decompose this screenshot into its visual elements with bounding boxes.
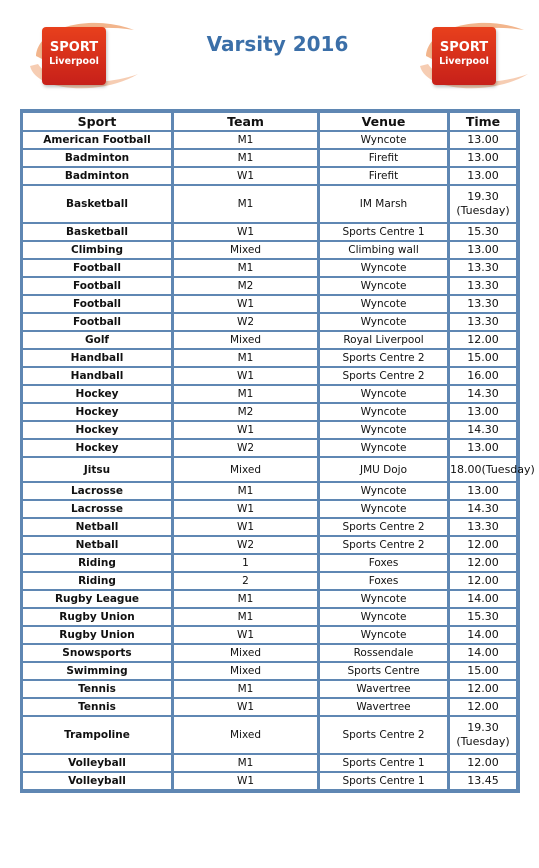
- cell-team: M1: [172, 185, 318, 223]
- table-row: [23, 277, 517, 295]
- column-header-venue: Venue: [318, 112, 448, 131]
- table-row: [23, 131, 517, 149]
- cell-sport: Lacrosse: [23, 482, 172, 500]
- cell-time: 19.30 (Tuesday): [448, 185, 517, 223]
- cell-venue: Sports Centre 2: [318, 349, 448, 367]
- cell-team: 1: [172, 554, 318, 572]
- cell-sport: Handball: [23, 367, 172, 385]
- cell-team: W1: [172, 421, 318, 439]
- cell-time: 13.00: [448, 149, 517, 167]
- cell-venue: Foxes: [318, 554, 448, 572]
- table-row: [23, 439, 517, 457]
- cell-venue: Sports Centre 1: [318, 772, 448, 790]
- cell-sport: Riding: [23, 554, 172, 572]
- cell-time: 15.30: [448, 223, 517, 241]
- cell-sport: Netball: [23, 536, 172, 554]
- cell-team: M1: [172, 349, 318, 367]
- logo-badge: [42, 27, 106, 85]
- table-header-row: [23, 112, 517, 131]
- cell-sport: Rugby Union: [23, 626, 172, 644]
- cell-venue: Wyncote: [318, 608, 448, 626]
- cell-time: 14.00: [448, 590, 517, 608]
- cell-time: 12.00: [448, 698, 517, 716]
- cell-sport: Badminton: [23, 149, 172, 167]
- cell-time: 12.00: [448, 536, 517, 554]
- cell-team: Mixed: [172, 457, 318, 482]
- cell-sport: Swimming: [23, 662, 172, 680]
- cell-sport: Football: [23, 295, 172, 313]
- cell-time: 12.00: [448, 572, 517, 590]
- cell-team: M1: [172, 754, 318, 772]
- table-row: [23, 554, 517, 572]
- cell-time: 13.30: [448, 259, 517, 277]
- cell-venue: IM Marsh: [318, 185, 448, 223]
- table-row: [23, 772, 517, 790]
- cell-sport: Tennis: [23, 698, 172, 716]
- cell-team: W1: [172, 698, 318, 716]
- cell-venue: Wyncote: [318, 439, 448, 457]
- cell-time: 12.00: [448, 754, 517, 772]
- cell-venue: Firefit: [318, 167, 448, 185]
- cell-venue: Climbing wall: [318, 241, 448, 259]
- table-row: [23, 644, 517, 662]
- cell-venue: Wyncote: [318, 590, 448, 608]
- table-row: [23, 313, 517, 331]
- table-row: [23, 608, 517, 626]
- cell-time: 16.00: [448, 367, 517, 385]
- cell-sport: Volleyball: [23, 772, 172, 790]
- table-row: [23, 385, 517, 403]
- page-title: Varsity 2016: [206, 32, 349, 56]
- cell-sport: Snowsports: [23, 644, 172, 662]
- cell-team: W1: [172, 500, 318, 518]
- cell-team: M1: [172, 590, 318, 608]
- cell-venue: Wyncote: [318, 277, 448, 295]
- cell-team: W1: [172, 295, 318, 313]
- table-row: [23, 500, 517, 518]
- cell-sport: Golf: [23, 331, 172, 349]
- cell-team: W1: [172, 518, 318, 536]
- cell-time: 13.45: [448, 772, 517, 790]
- cell-time: 15.30: [448, 608, 517, 626]
- cell-sport: Football: [23, 277, 172, 295]
- cell-team: W1: [172, 626, 318, 644]
- cell-venue: JMU Dojo: [318, 457, 448, 482]
- cell-team: Mixed: [172, 662, 318, 680]
- table-row: [23, 223, 517, 241]
- table-row: [23, 295, 517, 313]
- cell-sport: Hockey: [23, 403, 172, 421]
- cell-time: 18.00(Tuesday): [448, 457, 517, 482]
- sport-liverpool-logo-right: [412, 12, 530, 94]
- logo-city-text: Liverpool: [49, 56, 99, 67]
- cell-venue: Wyncote: [318, 313, 448, 331]
- cell-venue: Sports Centre 2: [318, 518, 448, 536]
- cell-time: 12.00: [448, 554, 517, 572]
- cell-sport: Rugby Union: [23, 608, 172, 626]
- cell-time: 19.30 (Tuesday): [448, 716, 517, 754]
- cell-team: 2: [172, 572, 318, 590]
- cell-time: 14.00: [448, 644, 517, 662]
- column-header-team: Team: [172, 112, 318, 131]
- table-row: [23, 518, 517, 536]
- cell-sport: Hockey: [23, 385, 172, 403]
- cell-venue: Sports Centre 2: [318, 367, 448, 385]
- cell-sport: Rugby League: [23, 590, 172, 608]
- cell-team: M1: [172, 608, 318, 626]
- table-row: [23, 626, 517, 644]
- cell-team: W1: [172, 223, 318, 241]
- cell-team: Mixed: [172, 644, 318, 662]
- cell-sport: Football: [23, 259, 172, 277]
- table-row: [23, 680, 517, 698]
- cell-venue: Wyncote: [318, 385, 448, 403]
- cell-team: W2: [172, 536, 318, 554]
- cell-venue: Sports Centre 1: [318, 754, 448, 772]
- cell-venue: Wyncote: [318, 626, 448, 644]
- cell-venue: Sports Centre: [318, 662, 448, 680]
- table-row: [23, 167, 517, 185]
- table-row: [23, 367, 517, 385]
- cell-sport: Netball: [23, 518, 172, 536]
- cell-venue: Rossendale: [318, 644, 448, 662]
- cell-time: 13.00: [448, 482, 517, 500]
- cell-time: 13.00: [448, 403, 517, 421]
- column-header-time: Time: [448, 112, 517, 131]
- cell-venue: Wyncote: [318, 131, 448, 149]
- cell-sport: Climbing: [23, 241, 172, 259]
- table-row: [23, 349, 517, 367]
- cell-team: W1: [172, 167, 318, 185]
- table-row: [23, 572, 517, 590]
- table-row: [23, 754, 517, 772]
- cell-sport: American Football: [23, 131, 172, 149]
- cell-sport: Jitsu: [23, 457, 172, 482]
- cell-sport: Hockey: [23, 439, 172, 457]
- cell-venue: Sports Centre 2: [318, 716, 448, 754]
- table-row: [23, 185, 517, 223]
- logo-badge: [432, 27, 496, 85]
- table-row: [23, 259, 517, 277]
- cell-team: M2: [172, 403, 318, 421]
- cell-time: 15.00: [448, 662, 517, 680]
- table-row: [23, 421, 517, 439]
- logo-sport-text: SPORT: [49, 40, 99, 55]
- cell-team: Mixed: [172, 241, 318, 259]
- cell-time: 13.30: [448, 295, 517, 313]
- table-row: [23, 241, 517, 259]
- cell-venue: Wavertree: [318, 698, 448, 716]
- cell-venue: Royal Liverpool: [318, 331, 448, 349]
- cell-venue: Wyncote: [318, 259, 448, 277]
- cell-venue: Wyncote: [318, 403, 448, 421]
- cell-time: 12.00: [448, 331, 517, 349]
- cell-sport: Hockey: [23, 421, 172, 439]
- cell-team: M1: [172, 482, 318, 500]
- cell-time: 12.00: [448, 680, 517, 698]
- cell-venue: Sports Centre 2: [318, 536, 448, 554]
- table-row: [23, 149, 517, 167]
- logo-sport-text: SPORT: [439, 40, 489, 55]
- cell-sport: Football: [23, 313, 172, 331]
- cell-team: M1: [172, 259, 318, 277]
- cell-time: 13.00: [448, 131, 517, 149]
- table-row: [23, 482, 517, 500]
- varsity-schedule-table: [20, 109, 535, 793]
- cell-time: 14.30: [448, 385, 517, 403]
- cell-venue: Wyncote: [318, 421, 448, 439]
- table-row: [23, 403, 517, 421]
- cell-team: M1: [172, 680, 318, 698]
- cell-sport: Trampoline: [23, 716, 172, 754]
- cell-time: 13.30: [448, 313, 517, 331]
- cell-sport: Lacrosse: [23, 500, 172, 518]
- cell-time: 14.00: [448, 626, 517, 644]
- cell-team: Mixed: [172, 716, 318, 754]
- table-row: [23, 457, 517, 482]
- cell-sport: Tennis: [23, 680, 172, 698]
- cell-time: 13.00: [448, 167, 517, 185]
- table-row: [23, 536, 517, 554]
- cell-venue: Wyncote: [318, 295, 448, 313]
- cell-sport: Handball: [23, 349, 172, 367]
- cell-team: W2: [172, 439, 318, 457]
- cell-venue: Foxes: [318, 572, 448, 590]
- cell-venue: Wyncote: [318, 482, 448, 500]
- cell-team: W1: [172, 367, 318, 385]
- cell-team: W1: [172, 772, 318, 790]
- cell-team: M2: [172, 277, 318, 295]
- cell-sport: Riding: [23, 572, 172, 590]
- column-header-sport: Sport: [23, 112, 172, 131]
- sport-liverpool-logo-left: [22, 12, 140, 94]
- cell-team: W2: [172, 313, 318, 331]
- cell-sport: Badminton: [23, 167, 172, 185]
- cell-time: 13.30: [448, 277, 517, 295]
- cell-venue: Firefit: [318, 149, 448, 167]
- cell-sport: Basketball: [23, 223, 172, 241]
- logo-city-text: Liverpool: [439, 56, 489, 67]
- cell-time: 13.00: [448, 241, 517, 259]
- cell-venue: Wyncote: [318, 500, 448, 518]
- cell-team: M1: [172, 149, 318, 167]
- cell-team: Mixed: [172, 331, 318, 349]
- table-row: [23, 716, 517, 754]
- table-row: [23, 698, 517, 716]
- cell-time: 13.30: [448, 518, 517, 536]
- cell-time: 15.00: [448, 349, 517, 367]
- cell-time: 14.30: [448, 421, 517, 439]
- cell-sport: Basketball: [23, 185, 172, 223]
- cell-team: M1: [172, 385, 318, 403]
- cell-time: 14.30: [448, 500, 517, 518]
- cell-venue: Sports Centre 1: [318, 223, 448, 241]
- table-row: [23, 331, 517, 349]
- cell-time: 13.00: [448, 439, 517, 457]
- cell-team: M1: [172, 131, 318, 149]
- table-row: [23, 662, 517, 680]
- cell-sport: Volleyball: [23, 754, 172, 772]
- table-row: [23, 590, 517, 608]
- cell-venue: Wavertree: [318, 680, 448, 698]
